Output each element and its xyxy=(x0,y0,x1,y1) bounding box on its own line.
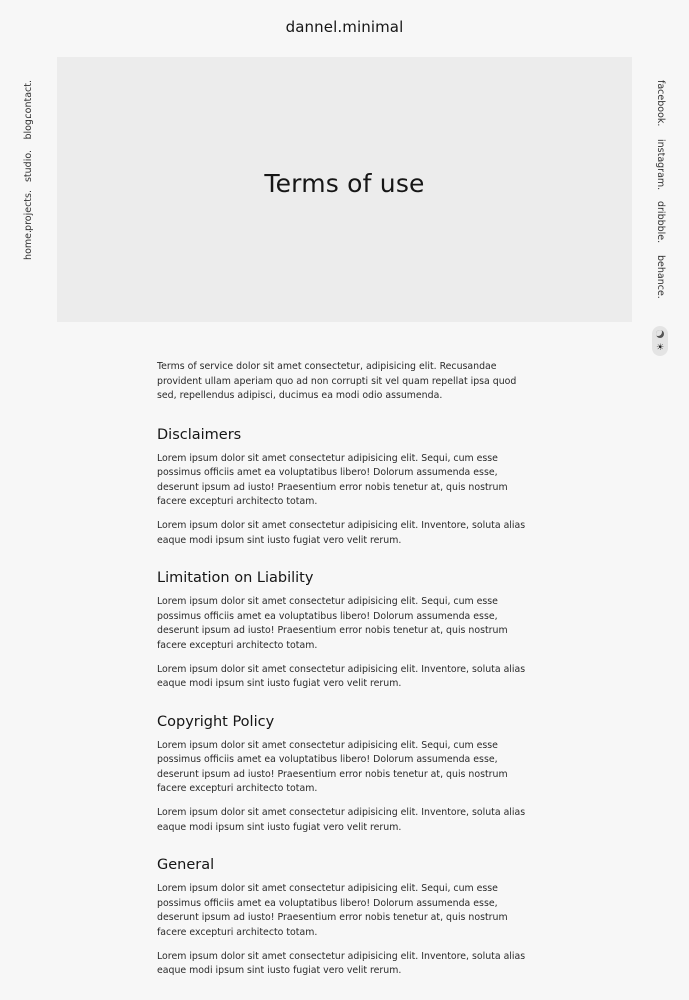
section-heading: General xyxy=(157,857,215,873)
section-heading: Disclaimers xyxy=(157,426,242,443)
nav-link-projects[interactable]: projects. xyxy=(23,190,34,231)
section-disclaimers xyxy=(157,426,537,549)
section-paragraph: Lorem ipsum dolor sit amet consectetur adipisicing elit. Sequi, cum esse possimus officiis amet ea voluptatibus libero! Dolorum assumenda esse, deserunt ipsum ad iusto! Praesentium error nobis tenetur at, quis nostrum facere excepturi architecto totam. xyxy=(157,883,508,938)
section-limitation-on-liability xyxy=(157,569,537,692)
page-title: Terms of use xyxy=(264,169,425,198)
social-link-behance[interactable]: behance. xyxy=(655,255,666,299)
moon-icon[interactable] xyxy=(656,330,664,338)
section-paragraph: Lorem ipsum dolor sit amet consectetur adipisicing elit. Sequi, cum esse possimus officiis amet ea voluptatibus libero! Dolorum assumenda esse, deserunt ipsum ad iusto! Praesentium error nobis tenetur at, quis nostrum facere excepturi architecto totam. xyxy=(157,596,508,651)
nav-link-home[interactable]: home. xyxy=(23,230,34,260)
nav-link-blog[interactable]: blog. xyxy=(23,116,34,140)
intro-paragraph: Terms of service dolor sit amet consectetur, adipisicing elit. Recusandae provident ullam aperiam quo ad non corrupti sit vel quam repellat ipsa quod sed, repellendus adipisci, ducimus ea modi odio assumenda. xyxy=(157,361,517,401)
nav-link-contact[interactable]: contact. xyxy=(23,80,34,119)
section-paragraph: Lorem ipsum dolor sit amet consectetur adipisicing elit. Inventore, soluta alias eaque modi ipsum sint iusto fugiat vero velit rerum. xyxy=(157,663,526,689)
section-paragraph: Lorem ipsum dolor sit amet consectetur adipisicing elit. Sequi, cum esse possimus officiis amet ea voluptatibus libero! Dolorum assumenda esse, deserunt ipsum ad iusto! Praesentium error nobis tenetur at, quis nostrum facere excepturi architecto totam. xyxy=(157,739,508,794)
social-link-dribbble[interactable]: dribbble. xyxy=(655,201,666,244)
section-copyright-policy xyxy=(157,713,537,836)
section-paragraph: Lorem ipsum dolor sit amet consectetur adipisicing elit. Inventore, soluta alias eaque modi ipsum sint iusto fugiat vero velit rerum. xyxy=(157,520,526,546)
main-nav xyxy=(23,80,35,298)
section-paragraph: Lorem ipsum dolor sit amet consectetur adipisicing elit. Inventore, soluta alias eaque modi ipsum sint iusto fugiat vero velit rerum. xyxy=(157,807,526,833)
site-logo[interactable]: dannel.minimal xyxy=(285,18,404,36)
sun-icon[interactable]: ☀ xyxy=(655,343,665,353)
nav-link-studio[interactable]: studio. xyxy=(23,150,34,183)
section-paragraph: Lorem ipsum dolor sit amet consectetur adipisicing elit. Sequi, cum esse possimus officiis amet ea voluptatibus libero! Dolorum assumenda esse, deserunt ipsum ad iusto! Praesentium error nobis tenetur at, quis nostrum facere excepturi architecto totam. xyxy=(157,452,508,507)
social-nav xyxy=(654,80,666,298)
social-link-instagram[interactable]: instagram. xyxy=(655,139,666,191)
section-paragraph: Lorem ipsum dolor sit amet consectetur adipisicing elit. Inventore, soluta alias eaque modi ipsum sint iusto fugiat vero velit rerum. xyxy=(157,950,526,976)
social-link-facebook[interactable]: facebook. xyxy=(655,80,666,127)
terms-content xyxy=(157,360,537,1000)
hero-banner xyxy=(57,57,632,322)
section-heading: Limitation on Liability xyxy=(157,570,314,586)
section-heading: Copyright Policy xyxy=(157,713,275,730)
section-general xyxy=(157,856,537,979)
theme-toggle[interactable] xyxy=(652,326,668,356)
